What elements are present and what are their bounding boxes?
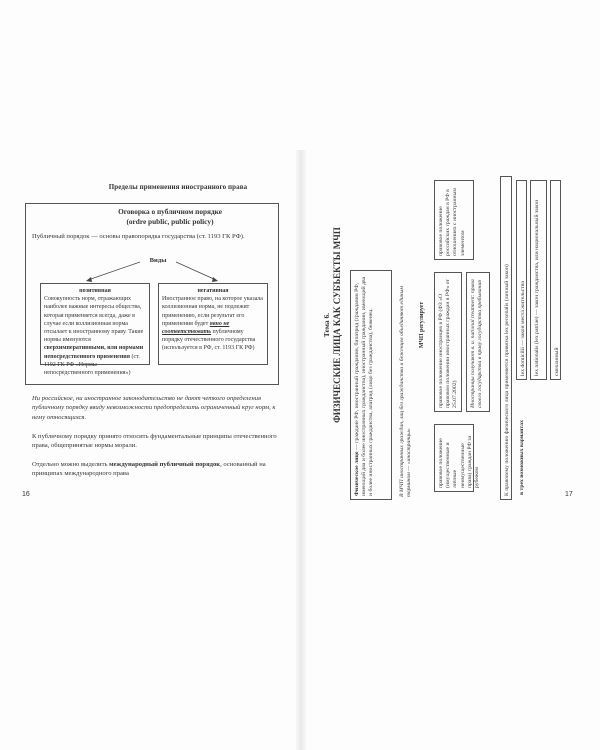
box-national-treatment: Иностранцы получают в. и. national treatment: права своего государства в праву государства пребывания bbox=[466, 272, 490, 412]
italic-line: В МЧП иностранных граждан, лиц без гражданства и беженцев объединяют единым термином — «иностранцы» bbox=[399, 286, 413, 497]
page-number-right: 17 bbox=[565, 491, 573, 498]
theme-number: Тема 6. bbox=[322, 312, 331, 338]
box-title-sub: (ordre public, public policy) bbox=[126, 217, 214, 226]
positive-text: Совокупность норм, отражающих наиболее важные интересы общества, которая применяется всегда, даже в случае если коллизионная норма отсылает к иностранному праву. Такие нормы именуются сверхимперативными, или нормами непосредственного применения (ст. 1192 ГК РФ «Нормы непосредственного применения») bbox=[44, 296, 144, 377]
negative-box bbox=[158, 283, 268, 365]
section-title: Пределы применения иностранного права bbox=[108, 183, 248, 191]
paragraph-2: Отдельно можно выделить международный публичный порядок, основанный на принципах международного права bbox=[32, 461, 266, 478]
box-citizens-abroad: правовое положение (имущественные и личные неимущественные права) граждан РФ за рубежом bbox=[434, 424, 474, 492]
variant-3: смешанный bbox=[550, 180, 561, 380]
italic-note: Ни российское, ни иностранное законодательство не дают четкого определения публичному порядку ввиду невозможности предопределить ограниченный круг норм, к нему относящихся. bbox=[32, 395, 276, 421]
definition-box: Физическое лицо — граждане РФ, иностранный гражданин, бипатрид (гражданин РФ, имеющий два и более иностранных гражданства), иностранный гражданин, имеющий два и более иностранных гражданства, апатрид (лицо без гражданства), беженец. bbox=[350, 270, 392, 500]
personal-law-box: К правовому положению физического лица применяется привязка lex personalis (личный закон) bbox=[500, 176, 512, 500]
box-foreigners-rf: правовое положение иностранцев в РФ (ФЗ «О правовом положении иностранных граждан в РФ» от 25.07.2002) bbox=[434, 272, 462, 412]
public-order-definition: Публичный порядок — основы правопорядка государства (ст. 1193 ГК РФ). bbox=[32, 233, 245, 240]
theme-title: ФИЗИЧЕСКИЕ ЛИЦА КАК СУБЪЕКТЫ МЧП bbox=[332, 227, 342, 423]
paragraph-1: К публичному порядку принято относить фундаментальные принципы отечественного права, общепринятые нормы морали. bbox=[32, 433, 277, 450]
rotated-page bbox=[316, 150, 591, 500]
variant-2: lex nationalis (lex patriae) — закон гражданства, или национальный закон bbox=[530, 180, 547, 380]
positive-box bbox=[40, 283, 150, 377]
box-russian-citizens: правовое положение российских граждан в РФ в отношениях с иностранным элементом bbox=[434, 180, 474, 260]
types-label: Виды bbox=[149, 257, 167, 264]
page-number-left: 16 bbox=[22, 491, 30, 498]
positive-label: позитивная bbox=[79, 288, 111, 294]
regulates-label: МЧП регулирует bbox=[419, 301, 425, 349]
box-title-main: Оговорка о публичном порядке bbox=[118, 207, 222, 216]
negative-label: негативная bbox=[197, 288, 229, 294]
negative-text: Иностранное право, на которое указала коллизионная норма, не подлежит применению, если результат его применения будет явно не соответствовать публичному порядку отечественного государства (используется в РФ, ст. 1193 ГК РФ) bbox=[162, 296, 263, 352]
variants-label: в трех возможных вариантах bbox=[519, 420, 525, 495]
variant-1: lex domicilii — закон места жительства bbox=[516, 180, 527, 380]
book-gutter bbox=[296, 150, 306, 750]
